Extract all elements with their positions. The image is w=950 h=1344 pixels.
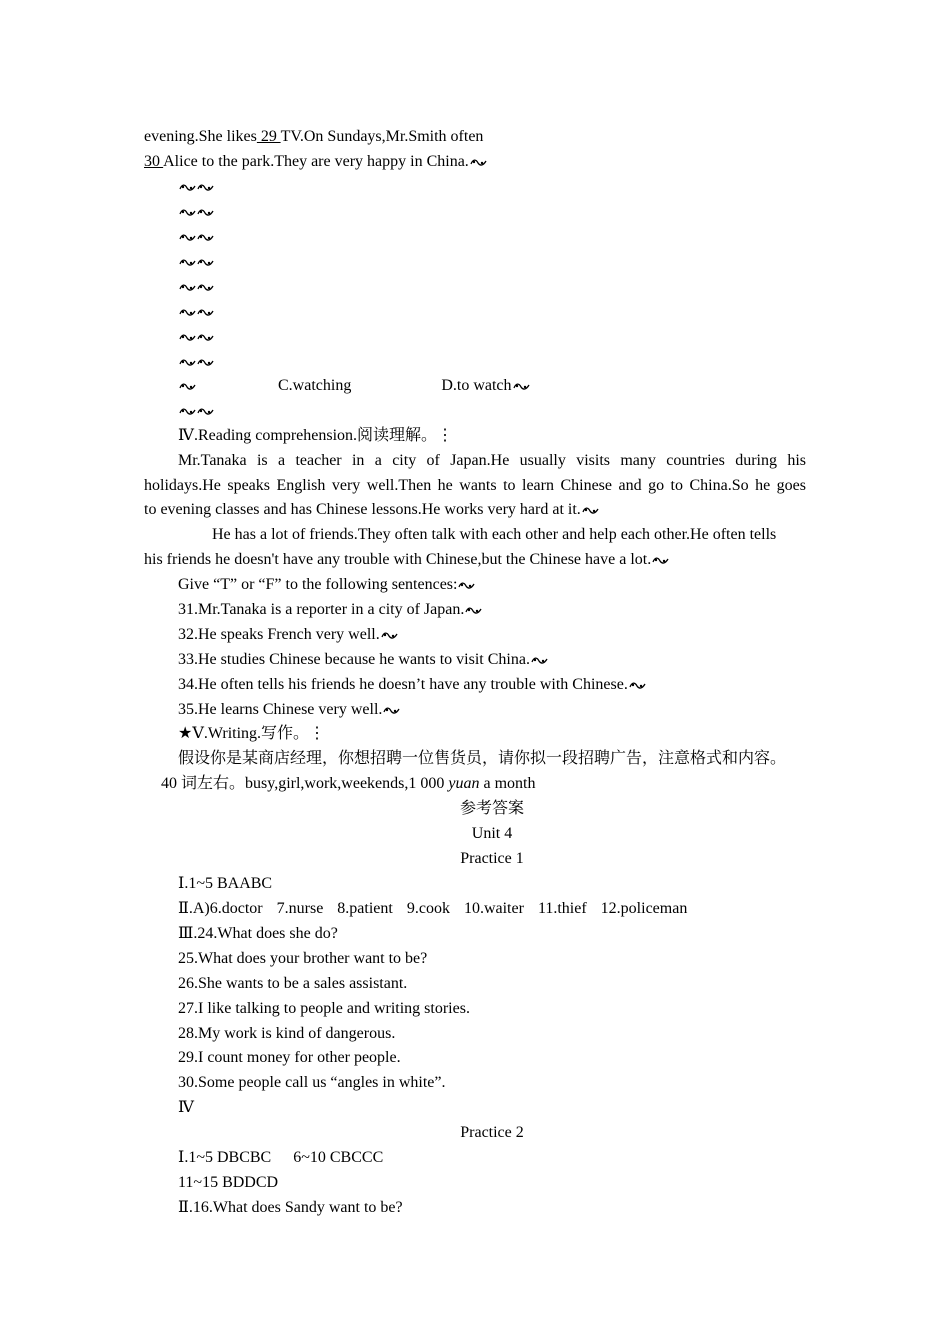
practice-2-section-i [178, 1145, 840, 1170]
paragraph-mark-icon [179, 333, 196, 342]
practice-1-title: Practice 1 [460, 850, 524, 867]
paragraph-mark-icon [197, 233, 214, 242]
writing-prompt-line-1: 假设你是某商店经理，你想招聘一位售货员，请你拟一段招聘广告，注意格式和内容。 [178, 750, 787, 767]
paragraph-mark-icon [179, 258, 196, 267]
empty-mark-line [178, 224, 840, 249]
practice-1-answer-25: 25.What does your brother want to be? [178, 950, 428, 967]
reading-text: to evening classes and has Chinese lessons.He works very hard at it. [144, 501, 581, 518]
answers-unit: Unit 4 [471, 825, 513, 842]
paragraph-mark-icon [197, 308, 214, 317]
practice-1-section-iv: Ⅳ [178, 1099, 194, 1116]
empty-mark-line [178, 299, 840, 324]
paragraph-mark-icon [458, 581, 475, 590]
paragraph-mark-icon [652, 556, 669, 565]
reading-paragraph-1-line-2: holidays.He speaks English very well.Then he wants to learn Chinese and go to China.So he goes [144, 477, 806, 494]
instruction-text: Give “T” or “F” to the following sentences: [178, 576, 458, 593]
answer-text: 12.policeman [600, 900, 688, 917]
paragraph-mark-icon [197, 407, 214, 416]
paragraph-mark-icon [383, 706, 400, 715]
answer-text: Ⅱ.A)6.doctor [178, 900, 263, 917]
paragraph-mark-icon [197, 208, 214, 217]
paragraph-mark-icon [179, 382, 196, 391]
practice-2-title: Practice 2 [460, 1124, 524, 1141]
practice-2-section-i-cont: 11~15 BDDCD [178, 1174, 279, 1191]
paragraph-mark-icon [197, 358, 214, 367]
option-c: C.watching [278, 377, 352, 394]
question-34 [178, 672, 840, 697]
paragraph-mark-icon [179, 358, 196, 367]
answer-text: 10.waiter [463, 900, 524, 917]
question-35 [178, 697, 840, 722]
writing-heading: ★Ⅴ.Writing.写作。⋮ [178, 725, 326, 742]
answers-title: 参考答案 [459, 800, 524, 817]
answer-text: 8.patient [337, 900, 393, 917]
practice-1-answer-26: 26.She wants to be a sales assistant. [178, 975, 408, 992]
reading-heading: Ⅳ.Reading comprehension.阅读理解。⋮ [178, 427, 454, 444]
blank-29: 29 [256, 128, 281, 145]
practice-1-section-ii [178, 896, 840, 921]
paragraph-mark-icon [179, 208, 196, 217]
question-text: 32.He speaks French very well. [178, 626, 380, 643]
question-33 [178, 647, 840, 672]
practice-1-answer-27: 27.I like talking to people and writing stories. [178, 1000, 470, 1017]
empty-mark-line [178, 274, 840, 299]
answer-text: 6~10 CBCCC [293, 1149, 384, 1166]
writing-prompt-line-2 [161, 771, 823, 796]
answer-text: 7.nurse [276, 900, 324, 917]
practice-2-section-ii: Ⅱ.16.What does Sandy want to be? [178, 1199, 403, 1216]
practice-1-answer-30: 30.Some people call us “angles in white”. [178, 1074, 446, 1091]
empty-mark-line [178, 199, 840, 224]
reading-paragraph-2-line-2 [144, 547, 806, 572]
empty-mark-line [178, 174, 840, 199]
answer-text: 11.thief [537, 900, 587, 917]
reading-paragraph-2-line-1: He has a lot of friends.They often talk with each other and help each other.He often tells [212, 526, 777, 543]
empty-mark-line [178, 249, 840, 274]
empty-mark-line [178, 349, 840, 374]
paragraph-mark-icon [197, 283, 214, 292]
paragraph-mark-icon [513, 382, 530, 391]
paragraph-mark-icon [179, 407, 196, 416]
question-text: 33.He studies Chinese because he wants to visit China. [178, 651, 530, 668]
question-31 [178, 597, 840, 622]
paragraph-mark-icon [197, 183, 214, 192]
paragraph-mark-icon [381, 631, 398, 640]
reading-paragraph-1-line-1: Mr.Tanaka is a teacher in a city of Japan.He usually visits many countries during his [178, 452, 806, 469]
writing-prompt-text: 40 词左右。busy,girl,work,weekends,1 000 [161, 775, 449, 792]
paragraph-mark-icon [629, 681, 646, 690]
answer-text: 9.cook [406, 900, 450, 917]
options-line [178, 373, 840, 398]
question-32 [178, 622, 840, 647]
reading-paragraph-1-line-3 [144, 497, 806, 522]
reading-instruction [178, 572, 840, 597]
passage-text: evening.She likes [144, 128, 257, 145]
passage-line-2 [144, 149, 806, 174]
practice-1-answer-29: 29.I count money for other people. [178, 1049, 401, 1066]
paragraph-mark-icon [179, 308, 196, 317]
paragraph-mark-icon [197, 258, 214, 267]
passage-text: Alice to the park.They are very happy in China. [163, 153, 469, 170]
paragraph-mark-icon [179, 183, 196, 192]
answer-text: Ⅰ.1~5 DBCBC [178, 1149, 272, 1166]
writing-prompt-text: a month [479, 775, 536, 792]
practice-1-answer-28: 28.My work is kind of dangerous. [178, 1025, 396, 1042]
empty-mark-line [178, 398, 840, 423]
paragraph-mark-icon [582, 506, 599, 515]
paragraph-mark-icon [470, 158, 487, 167]
paragraph-mark-icon [179, 233, 196, 242]
question-text: 31.Mr.Tanaka is a reporter in a city of Japan. [178, 601, 465, 618]
paragraph-mark-icon [465, 606, 482, 615]
paragraph-mark-icon [179, 283, 196, 292]
writing-prompt-currency: yuan [448, 775, 480, 792]
blank-30: 30 [144, 153, 164, 170]
paragraph-mark-icon [531, 656, 548, 665]
paragraph-mark-icon [197, 333, 214, 342]
question-text: 34.He often tells his friends he doesn’t have any trouble with Chinese. [178, 676, 628, 693]
option-d: D.to watch [441, 377, 512, 394]
passage-line-1 [144, 124, 806, 149]
reading-text: his friends he doesn't have any trouble with Chinese,but the Chinese have a lot. [144, 551, 652, 568]
passage-text: TV.On Sundays,Mr.Smith often [280, 128, 484, 145]
empty-mark-line [178, 324, 840, 349]
question-text: 35.He learns Chinese very well. [178, 701, 383, 718]
practice-1-section-iii-24: Ⅲ.24.What does she do? [178, 925, 338, 942]
practice-1-section-i: Ⅰ.1~5 BAABC [178, 875, 273, 892]
